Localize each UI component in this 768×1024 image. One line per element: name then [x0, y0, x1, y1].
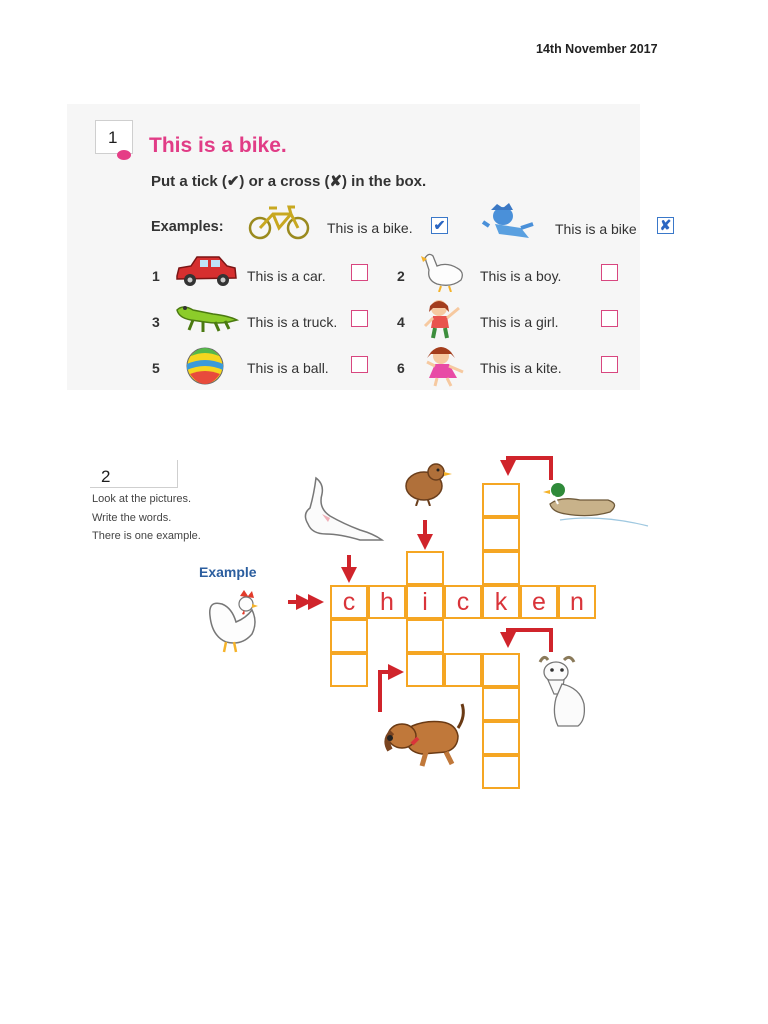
- date: 14th November 2017: [536, 42, 658, 56]
- instruction-line: Write the words.: [92, 512, 172, 524]
- item-sentence: This is a boy.: [480, 268, 562, 284]
- item-number: 2: [397, 268, 405, 284]
- item-sentence: This is a kite.: [480, 360, 562, 376]
- grid-cell: n: [558, 585, 596, 619]
- examples-label: Examples:: [151, 219, 224, 235]
- item-sentence: This is a ball.: [247, 360, 329, 376]
- instruction-line: There is one example.: [92, 530, 201, 542]
- arrow-duck: [508, 458, 551, 480]
- instruction-line: Look at the pictures.: [92, 493, 192, 505]
- example-box-1[interactable]: ✔: [431, 217, 448, 234]
- grid-cell: i: [406, 585, 444, 619]
- item-number: 6: [397, 360, 405, 376]
- item-number: 1: [152, 268, 160, 284]
- grid-cell: e: [520, 585, 558, 619]
- example-sentence-2: This is a bike: [555, 221, 637, 237]
- exercise-2-number: 2: [90, 460, 178, 488]
- exercise-1-instruction: Put a tick (✔) or a cross (✘) in the box.: [151, 173, 427, 190]
- grid-cell: c: [330, 585, 368, 619]
- example-sentence-1: This is a bike.: [327, 220, 413, 236]
- grid-cell: c: [444, 585, 482, 619]
- item-sentence: This is a truck.: [247, 314, 338, 330]
- grid-cell: h: [368, 585, 406, 619]
- grid-cell: k: [482, 585, 520, 619]
- arrow-goat: [508, 630, 551, 652]
- item-number: 5: [152, 360, 160, 376]
- arrow-dog: [380, 672, 396, 712]
- exercise-1-number: 1: [95, 120, 133, 154]
- item-number: 4: [397, 314, 405, 330]
- item-sentence: This is a girl.: [480, 314, 559, 330]
- item-sentence: This is a car.: [247, 268, 326, 284]
- example-label: Example: [199, 564, 257, 580]
- example-box-2[interactable]: ✘: [657, 217, 674, 234]
- item-number: 3: [152, 314, 160, 330]
- exercise-1-title: This is a bike.: [149, 134, 287, 157]
